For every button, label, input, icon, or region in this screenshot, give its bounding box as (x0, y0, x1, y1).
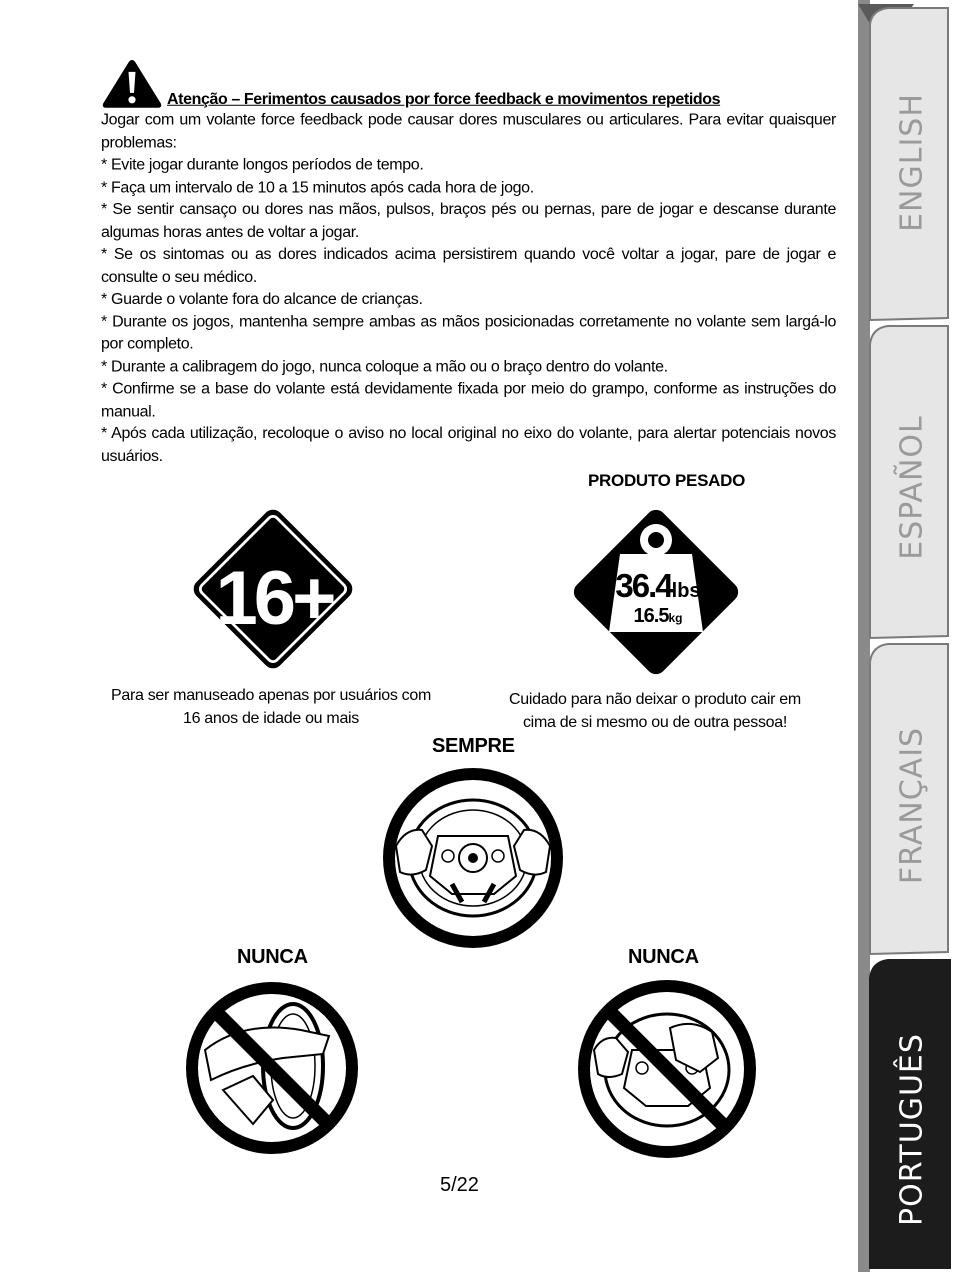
weight-caption (490, 689, 820, 734)
never-label-right: NUNCA (628, 946, 699, 968)
tab-espanol[interactable]: ESPAÑOL (894, 415, 930, 560)
warning-item: * Guarde o volante fora do alcance de crianças. (101, 290, 423, 308)
warning-item: * Se os sintomas ou as dores indicados acima persistirem quando você voltar a jogar, pare de jogar e consulte o seu médico. (101, 246, 836, 286)
age-sign-text: 16+ (215, 556, 333, 641)
weight-caption-line: cima de si mesmo ou de outra pessoa! (522, 713, 787, 731)
tab-english[interactable]: ENGLISH (894, 93, 930, 232)
page-number: 5/22 (440, 1174, 479, 1196)
warning-item: * Confirme se a base do volante está devidamente fixada por meio do grampo, conforme as instruções do manual. (101, 380, 836, 420)
warning-header (101, 58, 836, 110)
age-16-plus-icon (186, 502, 360, 676)
warning-item: * Após cada utilização, recoloque o aviso no local original no eixo do volante, para alertar potenciais novos usuários. (101, 425, 836, 465)
language-tabs (858, 0, 954, 1272)
weight-caption-line: Cuidado para não deixar o produto cair em (509, 691, 801, 708)
warning-triangle-icon (101, 58, 163, 110)
warning-item: * Durante os jogos, mantenha sempre ambas as mãos posicionadas corretamente no volante sem largá-lo por completo. (101, 313, 836, 353)
warning-title: Atenção – Ferimentos causados por force feedback e movimentos repetidos (167, 90, 721, 108)
prohibited-hand-inside-wheel-icon (572, 978, 762, 1160)
warning-item: * Faça um intervalo de 10 a 15 minutos após cada hora de jogo. (101, 178, 534, 196)
always-label: SEMPRE (432, 735, 515, 757)
heavy-weight-icon (562, 498, 750, 686)
warning-intro: Jogar com um volante force feedback pode causar dores musculares ou articulares. Para evitar quaisquer problemas: (101, 111, 836, 152)
prohibited-arm-through-wheel-icon (183, 980, 361, 1156)
lbs-unit: lbs (671, 580, 701, 602)
tab-portugues[interactable]: PORTUGUÊS (894, 1033, 930, 1226)
kg-unit: kg (668, 611, 683, 625)
warning-section (101, 58, 836, 468)
warning-item: * Se sentir cansaço ou dores nas mãos, pulsos, braços pés ou pernas, pare de jogar e descanse durante algumas horas antes de voltar a jogar. (101, 201, 836, 241)
tab-francais[interactable]: FRANÇAIS (894, 726, 930, 885)
age-caption (96, 685, 446, 730)
age-caption-line: Para ser manuseado apenas por usuários com (110, 687, 432, 704)
warning-item: * Evite jogar durante longos períodos de tempo. (101, 156, 424, 174)
kg-value: 16.5 (633, 605, 669, 627)
lbs-value: 36.4 (615, 567, 672, 604)
warning-item: * Durante a calibragem do jogo, nunca coloque a mão ou o braço dentro do volante. (101, 358, 668, 375)
never-label-left: NUNCA (237, 946, 308, 968)
hands-on-wheel-correct-icon (376, 766, 570, 950)
heavy-product-label: PRODUTO PESADO (588, 471, 746, 490)
age-caption-line: 16 anos de idade ou mais (182, 709, 360, 727)
